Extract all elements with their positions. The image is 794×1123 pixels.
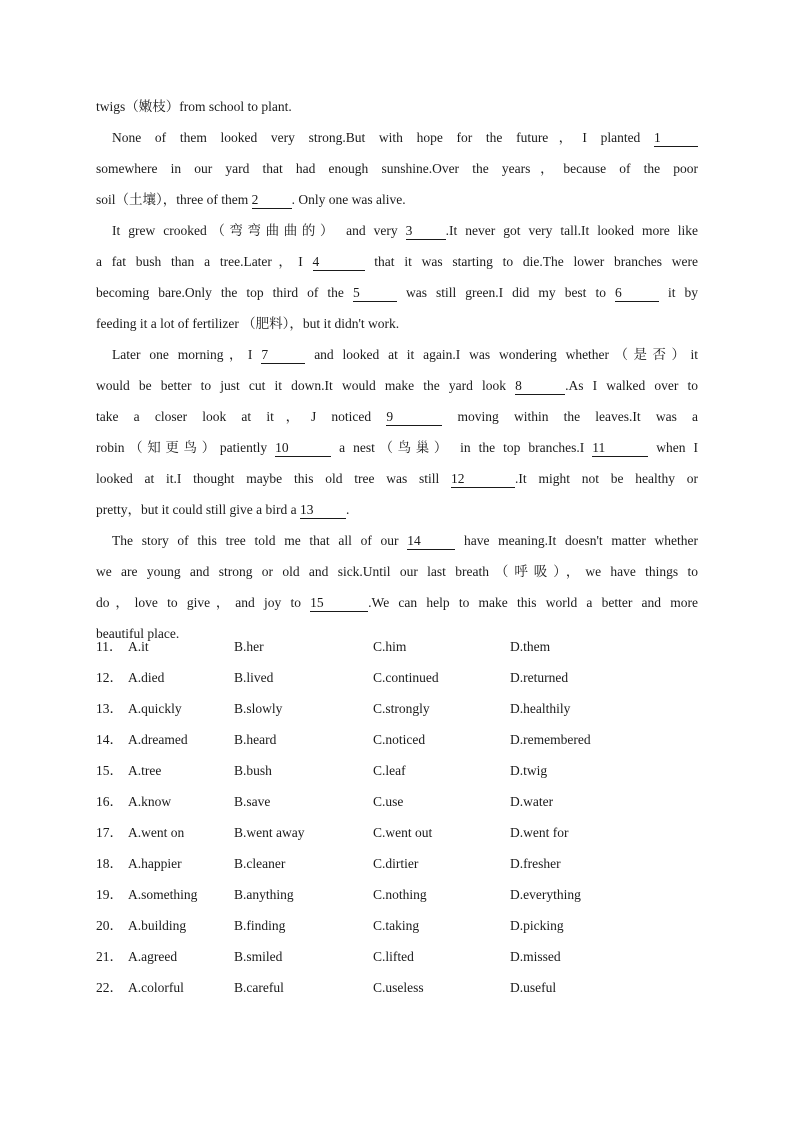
option-a[interactable]: A.building	[128, 918, 187, 933]
passage-line: becoming bare.Only the top third of the 5 was still green.I did my best to 6 it by	[96, 285, 699, 300]
question-row	[96, 822, 696, 853]
question-number: 13．	[96, 701, 123, 716]
option-d[interactable]: D.returned	[510, 670, 569, 685]
question-row	[96, 853, 696, 884]
question-row	[96, 667, 696, 698]
option-b[interactable]: B.finding	[234, 918, 286, 933]
question-number: 15．	[96, 763, 123, 778]
option-d[interactable]: D.twig	[510, 763, 548, 778]
option-d[interactable]: D.everything	[510, 887, 581, 902]
option-c[interactable]: C.him	[373, 639, 407, 654]
option-a[interactable]: A.quickly	[128, 701, 182, 716]
blank-2[interactable]: 2	[252, 192, 292, 209]
option-c[interactable]: C.strongly	[373, 701, 430, 716]
question-row	[96, 791, 696, 822]
question-number: 11．	[96, 639, 123, 654]
option-d[interactable]: D.fresher	[510, 856, 561, 871]
passage-line: The story of this tree told me that all of our 14 have meaning.It doesn't matter whether	[112, 533, 699, 548]
question-number: 16．	[96, 794, 123, 809]
blank-15[interactable]: 15	[310, 595, 368, 612]
option-a[interactable]: A.know	[128, 794, 172, 809]
option-a[interactable]: A.tree	[128, 763, 162, 778]
passage-line: a fat bush than a tree.Later，I 4 that it was starting to die.The lower branches were	[96, 254, 699, 269]
blank-1[interactable]: 1	[654, 130, 698, 147]
option-b[interactable]: B.smiled	[234, 949, 283, 964]
blank-10[interactable]: 10	[275, 440, 331, 457]
question-number: 20．	[96, 918, 123, 933]
option-a[interactable]: A.agreed	[128, 949, 178, 964]
cloze-passage	[96, 96, 698, 654]
passage-line: Later one morning，I 7 and looked at it again.I was wondering whether（是否）it	[112, 347, 699, 362]
option-c[interactable]: C.use	[373, 794, 404, 809]
option-a[interactable]: A.died	[128, 670, 165, 685]
question-row	[96, 760, 696, 791]
passage-line: take a closer look at it，J noticed 9 moving within the leaves.It was a	[96, 409, 699, 424]
question-number: 18．	[96, 856, 123, 871]
question-number: 19．	[96, 887, 123, 902]
blank-8[interactable]: 8	[515, 378, 565, 395]
option-b[interactable]: B.anything	[234, 887, 294, 902]
passage-line: looked at it.I thought maybe this old tree was still 12 .It might not be healthy or	[96, 471, 698, 486]
option-d[interactable]: D.picking	[510, 918, 564, 933]
blank-13[interactable]: 13	[300, 502, 346, 519]
option-d[interactable]: D.them	[510, 639, 551, 654]
option-b[interactable]: B.lived	[234, 670, 274, 685]
option-d[interactable]: D.useful	[510, 980, 557, 995]
option-a[interactable]: A.happier	[128, 856, 182, 871]
passage-line: It grew crooked（弯弯曲曲的） and very 3 .It never got very tall.It looked more like	[112, 223, 698, 238]
option-d[interactable]: D.remembered	[510, 732, 591, 747]
option-c[interactable]: C.noticed	[373, 732, 426, 747]
passage-line: robin（知更鸟）patiently 10 a nest（鸟巢） in the top branches.I 11 when I	[96, 440, 699, 455]
passage-line: somewhere in our yard that had enough sunshine.Over the years，because of the poor	[96, 161, 698, 176]
option-c[interactable]: C.continued	[373, 670, 439, 685]
question-row	[96, 729, 696, 760]
option-b[interactable]: B.went away	[234, 825, 305, 840]
option-b[interactable]: B.cleaner	[234, 856, 286, 871]
question-number: 21．	[96, 949, 123, 964]
passage-line: would be better to just cut it down.It would make the yard look 8 .As I walked over to	[96, 378, 698, 393]
passage-line: beautiful place.	[96, 626, 180, 641]
blank-5[interactable]: 5	[353, 285, 397, 302]
option-c[interactable]: C.nothing	[373, 887, 427, 902]
option-a[interactable]: A.dreamed	[128, 732, 188, 747]
blank-14[interactable]: 14	[407, 533, 455, 550]
blank-6[interactable]: 6	[615, 285, 659, 302]
option-b[interactable]: B.her	[234, 639, 264, 654]
passage-line: None of them looked very strong.But with hope for the future，I planted 1	[96, 127, 698, 158]
option-b[interactable]: B.save	[234, 794, 271, 809]
blank-9[interactable]: 9	[386, 409, 442, 426]
blank-7[interactable]: 7	[261, 347, 305, 364]
multiple-choice-list	[96, 636, 696, 1008]
option-d[interactable]: D.missed	[510, 949, 561, 964]
passage-line: we are young and strong or old and sick.Until our last breath（呼吸），we have things to	[96, 564, 698, 579]
option-b[interactable]: B.heard	[234, 732, 277, 747]
question-row	[96, 946, 696, 977]
blank-11[interactable]: 11	[592, 440, 648, 457]
option-b[interactable]: B.slowly	[234, 701, 283, 716]
option-a[interactable]: A.it	[128, 639, 149, 654]
option-c[interactable]: C.went out	[373, 825, 433, 840]
passage-line: do，love to give，and joy to 15 .We can help to make this world a better and more	[96, 595, 699, 610]
question-number: 17．	[96, 825, 123, 840]
option-b[interactable]: B.careful	[234, 980, 284, 995]
passage-line: pretty，but it could still give a bird a 13 .	[96, 502, 350, 517]
option-c[interactable]: C.useless	[373, 980, 424, 995]
option-b[interactable]: B.bush	[234, 763, 272, 778]
option-d[interactable]: D.healthily	[510, 701, 571, 716]
option-c[interactable]: C.dirtier	[373, 856, 419, 871]
blank-4[interactable]: 4	[313, 254, 365, 271]
question-row	[96, 698, 696, 729]
option-a[interactable]: A.something	[128, 887, 198, 902]
option-c[interactable]: C.lifted	[373, 949, 414, 964]
option-c[interactable]: C.leaf	[373, 763, 406, 778]
option-d[interactable]: D.went for	[510, 825, 569, 840]
option-a[interactable]: A.colorful	[128, 980, 184, 995]
passage-line: soil（土壤），three of them 2 . Only one was alive.	[96, 192, 406, 207]
question-row	[96, 884, 696, 915]
question-number: 22．	[96, 980, 123, 995]
passage-line: twigs（嫩枝）from school to plant.	[96, 99, 292, 114]
option-a[interactable]: A.went on	[128, 825, 185, 840]
blank-3[interactable]: 3	[406, 223, 446, 240]
blank-12[interactable]: 12	[451, 471, 515, 488]
question-number: 12．	[96, 670, 123, 685]
question-number: 14．	[96, 732, 123, 747]
question-row	[96, 636, 696, 667]
option-d[interactable]: D.water	[510, 794, 554, 809]
question-row	[96, 977, 696, 1008]
option-c[interactable]: C.taking	[373, 918, 420, 933]
passage-line: feeding it a lot of fertilizer （肥料），but it didn't work.	[96, 316, 400, 331]
question-row	[96, 915, 696, 946]
